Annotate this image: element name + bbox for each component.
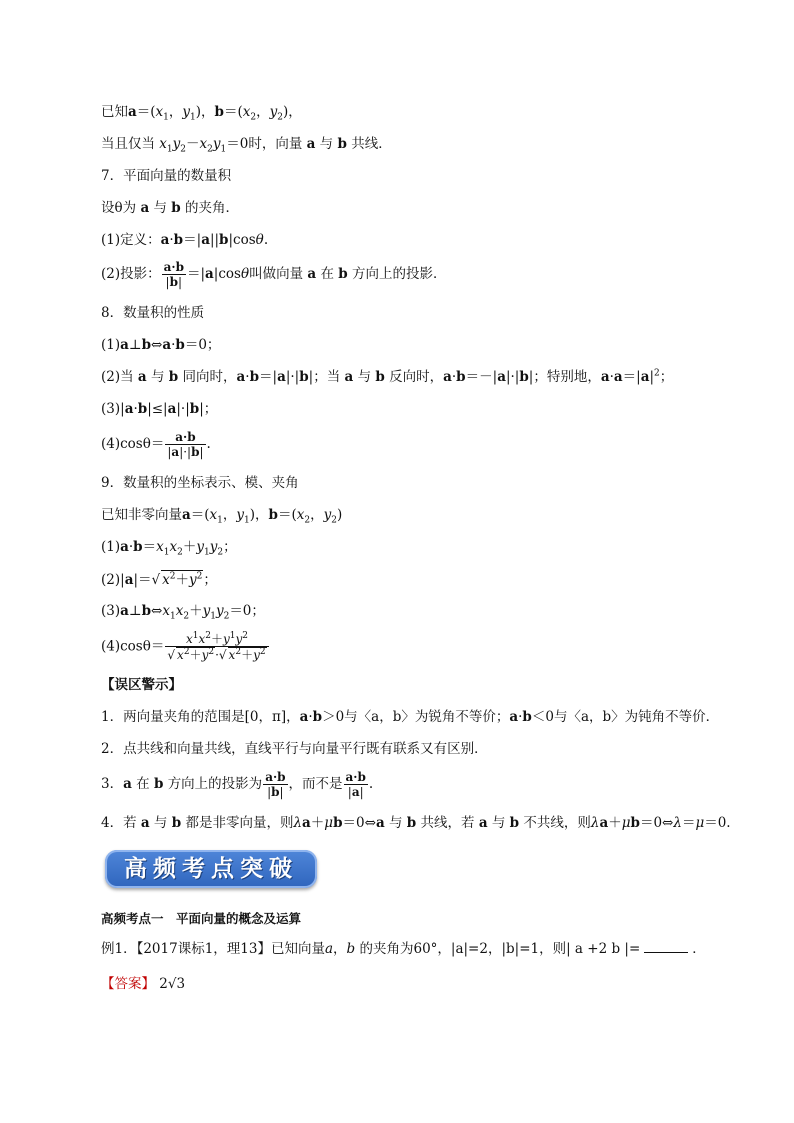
coord-magnitude: (2)|a|＝√ $x^2+y^2$； [101,571,217,588]
projection-text-2: 在 [320,266,334,282]
warning-item-3: 3．a 在 b 方向上的投影为 $\frac{a\cdot b}{|b|}$ ，而不是 $\frac{a\cdot b}{|a|}$ . [101,770,374,799]
angle-definition-line: 设θ为 a 与 b 的夹角． [101,200,240,216]
example-end: ． [692,941,706,957]
condition-suffix: 时，向量 [248,136,303,152]
projection-label: (2)投影： [101,266,161,282]
angle-def-mid: 与 [153,200,167,216]
warning-3a: 3． [101,776,124,792]
dot-product-definition: (1)定义：a·b＝|a||b|cosθ. [101,232,269,248]
given-label: 已知 [101,104,128,120]
warning-item-2: 2．点共线和向量共线，直线平行与向量平行既有联系又有区别． [101,741,488,757]
condition-prefix: 当且仅当 [101,136,155,152]
nonzero-vectors-line: 已知非零向量$a=(x_1$，$y_1$)，$b=(x_2$，$y_2$) [101,507,343,526]
coord-1-label: (1) [101,539,121,555]
section-9-title: 9．数量积的坐标表示、模、夹角 [101,475,299,491]
projection-text: 叫做向量 [249,266,304,282]
warning-4b: 都是非零向量，则 [185,815,294,831]
projection-text-3: 方向上的投影． [351,266,447,282]
warning-fraction-1: $\frac{a\cdot b}{|b|}$ [265,770,286,799]
warning-item-4: 4．若 a 与 b 都是非零向量，则λa＋μb＝0⇔a 与 b 共线，若 a 与 b 不共线，则λa＋μb＝0⇔λ＝μ＝0. [101,815,731,831]
example-question: 例1．【2017课标1，理13】已知向量a，b 的夹角为60°，|a|=2，|b|=1，则| a +2 b |= ． [101,941,706,957]
angle-def-prefix: 设θ为 [101,200,137,216]
nonzero-prefix: 已知非零向量 [101,507,182,523]
answer-line [101,975,185,993]
property-2-e: ；特别地， [533,369,601,385]
warning-4a: 4．若 [101,815,137,831]
property-4: (4)cosθ＝ $\frac{a\cdot b}{|a|\cdot|b|}$ . [101,430,211,459]
property-2-d: 反向时， [389,369,444,385]
condition-end: 共线． [351,136,392,152]
coord-2-label: (2) [101,572,121,588]
property-3: (3)|a·b|≤|a|·|b|； [101,401,218,417]
property-2-a: (2)当 [101,369,134,385]
topic-heading: 高频考点一 平面向量的概念及运算 [101,911,302,926]
warning-4d: 不共线，则 [523,815,591,831]
coord-cos-angle [101,632,270,662]
warning-3c: ，而不是 [288,776,343,792]
warning-1a: 1．两向量夹角的范围是[0，π]， [101,709,300,725]
coord-cos-fraction: $\frac{x^1x^2+y^1y^2}{√ x^2+y^2\cdot√ x^2+y^2}$ [165,632,268,662]
answer-label: 【答案】 [101,976,155,992]
projection-fraction: $\frac{a\cdot b}{|b|}$ [163,260,184,289]
collinear-condition-line: 当且仅当 $x_1y_2-x_2y_1=0$时，向量 a 与 b 共线． [101,136,392,155]
warning-4c: 共线，若 [420,815,475,831]
coord-dot-product: $(1)a\cdot b=x_1x_2+y_1y_2$； [101,539,237,558]
section-banner: 高频考点突破 [105,850,317,888]
section-7-title: 7．平面向量的数量积 [101,168,232,184]
warning-item-1: 1．两向量夹角的范围是[0，π]，a·b＞0与〈a，b〉为锐角不等价；a·b＜0与〈a，b〉为钝角不等价． [101,709,720,725]
coord-4-label: (4)cosθ＝ [101,638,165,655]
example-middle: 的夹角为60°，|a|=2，|b|=1，则| a +2 b |= [359,941,641,957]
warning-3b: 方向上的投影为 [167,776,263,792]
answer-value: 2√3 [159,976,186,992]
warning-fraction-2: $\frac{a\cdot b}{|a|}$ [345,770,366,799]
warning-title: 【误区警示】 [101,677,182,693]
given-vectors-line: 已知$a=(x_1$，$y_1$)，$b=(x_2$，$y_2$)， [101,104,302,123]
definition-label: (1)定义： [101,232,161,248]
warning-1c: ＜0与〈a，b〉为钝角不等价． [531,709,720,725]
answer-blank [644,952,688,953]
property-2-c: ；当 [313,369,341,385]
property-2-b: 同向时， [182,369,237,385]
example-prefix: 例1．【2017课标1，理13】已知向量 [101,941,325,957]
warning-1b: ＞0与〈a，b〉为锐角不等价； [322,709,510,725]
angle-def-end: 的夹角． [185,200,240,216]
projection-definition: (2)投影： $\frac{a\cdot b}{|b|}$ ＝|a|cosθ叫做向量 a 在 b 方向上的投影． [101,260,447,289]
property-3-label: (3) [101,401,121,417]
property-2: (2)当 a 与 b 同向时，a·b＝|a|·|b|；当 a 与 b 反向时，a·b＝－|a|·|b|；特别地，$a\cdot a=|a|^2$； [101,368,674,385]
coord-perpendicular: $(3)a\perp b\Leftrightarrow x_1x_2+y_1y_2=0$； [101,603,265,622]
cos-fraction: $\frac{a\cdot b}{|a|\cdot|b|}$ [167,430,204,459]
property-4-label: (4)cosθ＝ [101,436,165,452]
coord-3-label: (3) [101,603,121,619]
section-8-title: 8．数量积的性质 [101,305,205,321]
property-1-label: (1) [101,337,121,353]
property-1: (1)a⊥b⇔a·b＝0； [101,337,221,353]
